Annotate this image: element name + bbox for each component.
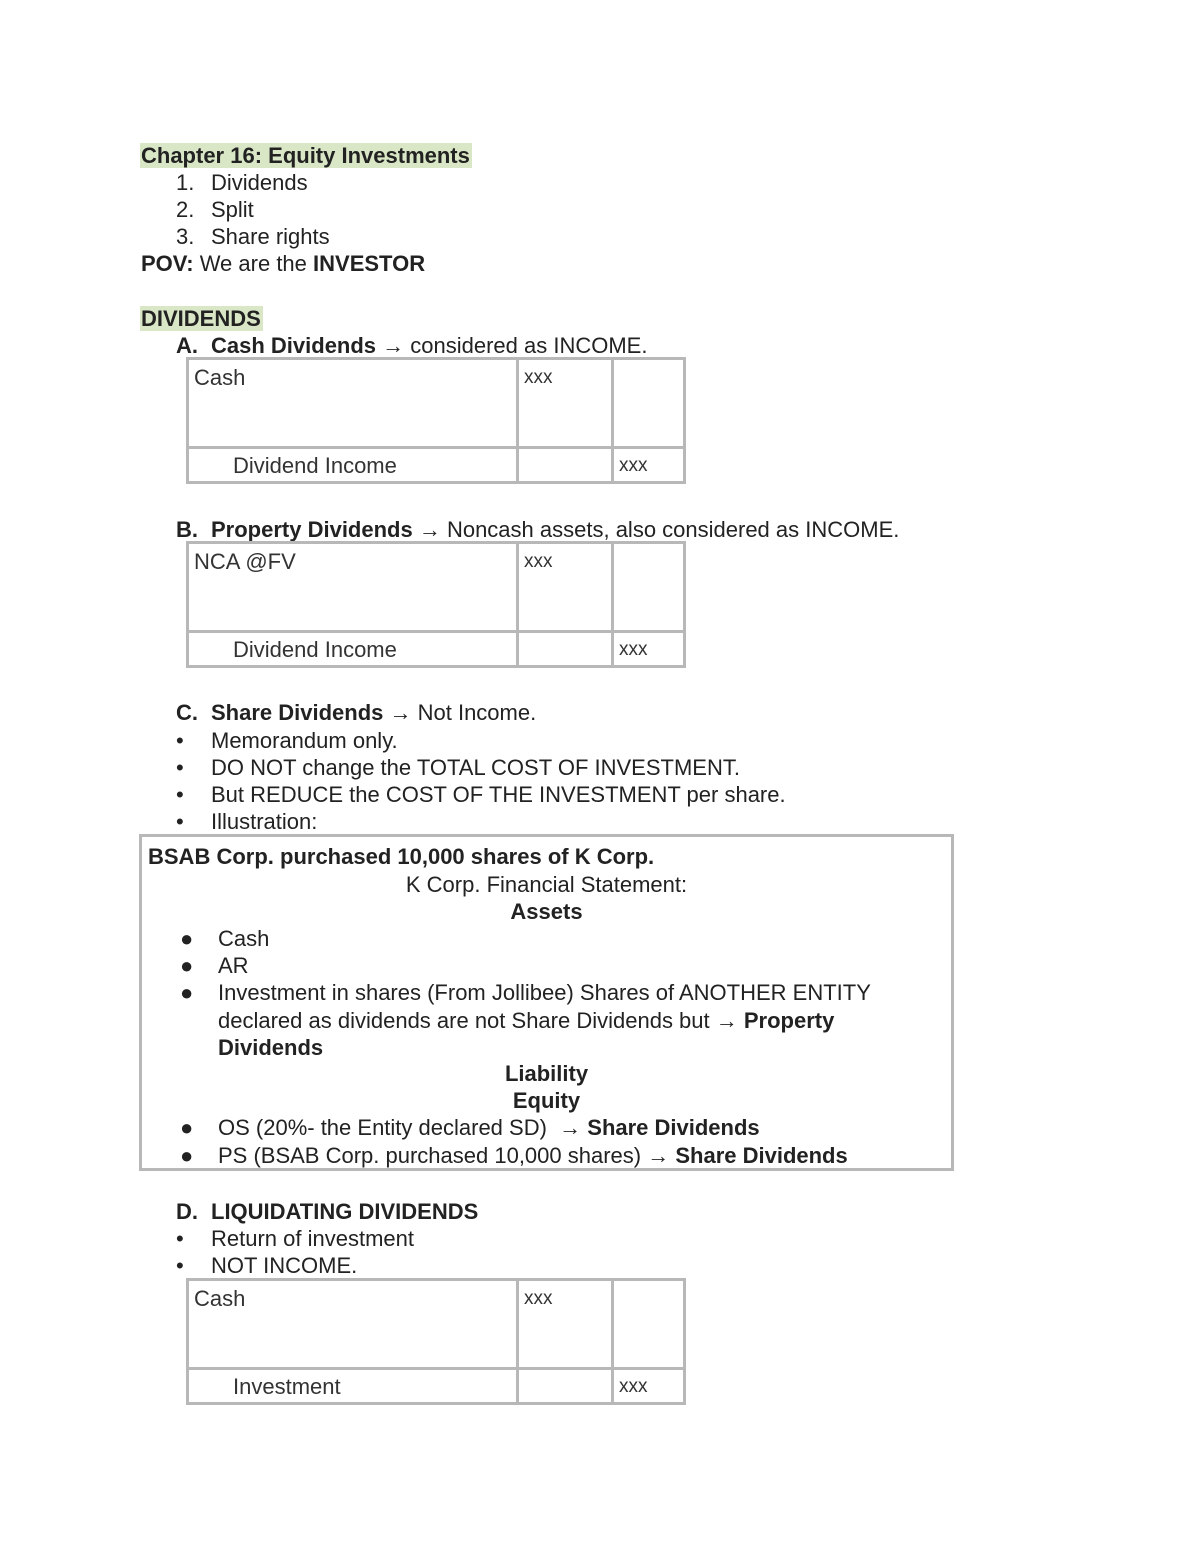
liquidating-dividends-entry — [186, 1278, 686, 1405]
list-item: • But REDUCE the COST OF THE INVESTMENT per share. — [176, 782, 786, 807]
empty-cell — [518, 1369, 613, 1404]
section-heading: DIVIDENDS — [141, 306, 261, 331]
list-item: • Illustration: — [176, 809, 318, 834]
list-item: ● Cash — [180, 926, 270, 951]
property-dividends-heading: B. Property Dividends → Noncash assets, also considered as INCOME. — [176, 517, 900, 542]
credit-account: Investment — [188, 1369, 518, 1404]
assets-label: Assets — [510, 899, 583, 924]
share-dividends-heading: C. Share Dividends → Not Income. — [176, 700, 537, 725]
list-item: ● AR — [180, 953, 249, 978]
list-item: ● Investment in shares (From Jollibee) Shares of ANOTHER ENTITY — [180, 980, 871, 1005]
outline-item: 3. Share rights — [176, 224, 330, 249]
cash-dividends-heading: A. Cash Dividends → considered as INCOME. — [176, 333, 648, 358]
bullet-icon: • — [176, 728, 184, 753]
property-dividends-entry — [186, 541, 686, 668]
fs-title: K Corp. Financial Statement: — [405, 872, 688, 897]
cash-dividends-entry — [186, 357, 686, 484]
list-item-continued: declared as dividends are not Share Dividends but → Property — [218, 1008, 835, 1033]
list-item: • Return of investment — [176, 1226, 414, 1251]
outline-item: 2. Split — [176, 197, 254, 222]
credit-account: Dividend Income — [188, 448, 518, 483]
bullet-icon: ● — [180, 980, 194, 1005]
debit-account: Cash — [188, 1280, 518, 1369]
bullet-icon: ● — [180, 1143, 194, 1168]
illustration-heading: BSAB Corp. purchased 10,000 shares of K Corp. — [148, 844, 655, 869]
bullet-icon: • — [176, 809, 184, 834]
list-item: ● OS (20%- the Entity declared SD) → Share Dividends — [180, 1115, 760, 1140]
liability-label: Liability — [504, 1061, 589, 1086]
list-item: • NOT INCOME. — [176, 1253, 358, 1278]
bullet-icon: ● — [180, 1115, 194, 1140]
liquidating-dividends-heading: D. LIQUIDATING DIVIDENDS — [176, 1199, 479, 1224]
empty-cell — [613, 1280, 685, 1369]
empty-cell — [518, 448, 613, 483]
equity-label: Equity — [512, 1088, 581, 1113]
debit-amount: xxx — [518, 359, 613, 448]
pov-line: POV: We are the INVESTOR — [141, 251, 426, 276]
debit-amount: xxx — [518, 1280, 613, 1369]
debit-amount: xxx — [518, 543, 613, 632]
illustration-box — [139, 834, 954, 1171]
bullet-icon: • — [176, 1253, 184, 1278]
bullet-icon: • — [176, 1226, 184, 1251]
list-item: • DO NOT change the TOTAL COST OF INVESTMENT. — [176, 755, 740, 780]
list-item: • Memorandum only. — [176, 728, 398, 753]
credit-amount: xxx — [613, 1369, 685, 1404]
debit-account: NCA @FV — [188, 543, 518, 632]
credit-account: Dividend Income — [188, 632, 518, 667]
page-title: Chapter 16: Equity Investments — [141, 143, 470, 168]
list-item-continued: Dividends — [218, 1035, 324, 1060]
outline-item: 1. Dividends — [176, 170, 308, 195]
bullet-icon: • — [176, 755, 184, 780]
empty-cell — [613, 543, 685, 632]
empty-cell — [613, 359, 685, 448]
bullet-icon: ● — [180, 953, 194, 978]
bullet-icon: ● — [180, 926, 194, 951]
credit-amount: xxx — [613, 632, 685, 667]
credit-amount: xxx — [613, 448, 685, 483]
debit-account: Cash — [188, 359, 518, 448]
list-item: ● PS (BSAB Corp. purchased 10,000 shares) → Share Dividends — [180, 1143, 848, 1168]
empty-cell — [518, 632, 613, 667]
bullet-icon: • — [176, 782, 184, 807]
